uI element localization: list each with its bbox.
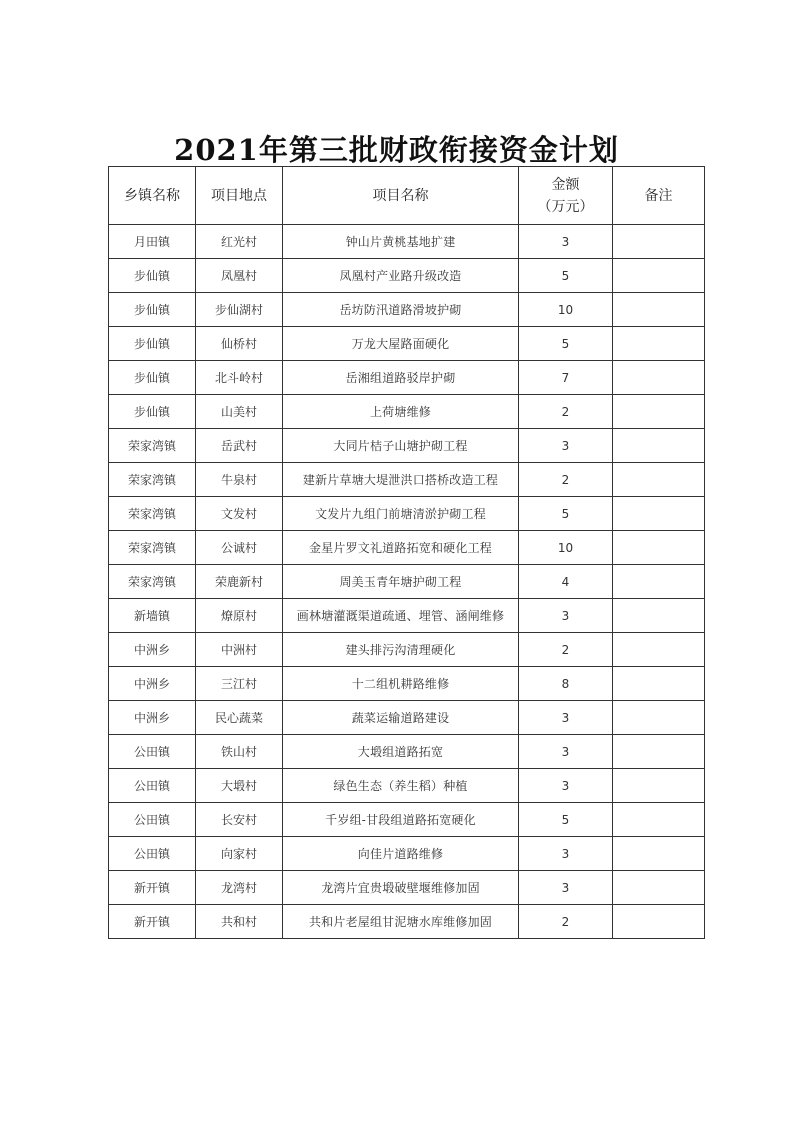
table-row <box>109 803 705 837</box>
cell-location: 长安村 <box>196 803 283 837</box>
table-row <box>109 735 705 769</box>
cell-remark <box>613 225 705 259</box>
cell-amount: 3 <box>519 871 613 905</box>
cell-amount: 5 <box>519 327 613 361</box>
cell-project: 画林塘灌溉渠道疏通、埋管、涵闸维修 <box>283 599 519 633</box>
cell-project: 千岁组-甘段组道路拓宽硬化 <box>283 803 519 837</box>
cell-town: 荣家湾镇 <box>109 565 196 599</box>
cell-project: 文发片九组门前塘清淤护砌工程 <box>283 497 519 531</box>
cell-amount: 2 <box>519 395 613 429</box>
table-row <box>109 497 705 531</box>
cell-remark <box>613 327 705 361</box>
cell-amount: 4 <box>519 565 613 599</box>
cell-town: 步仙镇 <box>109 259 196 293</box>
cell-remark <box>613 905 705 939</box>
cell-town: 中洲乡 <box>109 701 196 735</box>
table-body <box>109 225 705 939</box>
cell-remark <box>613 565 705 599</box>
cell-amount: 5 <box>519 259 613 293</box>
cell-project: 绿色生态（养生稻）种植 <box>283 769 519 803</box>
cell-town: 公田镇 <box>109 837 196 871</box>
cell-project: 建新片草塘大堤泄洪口搭桥改造工程 <box>283 463 519 497</box>
cell-town: 荣家湾镇 <box>109 429 196 463</box>
cell-project: 向佳片道路维修 <box>283 837 519 871</box>
table-row <box>109 871 705 905</box>
cell-amount: 5 <box>519 497 613 531</box>
cell-location: 铁山村 <box>196 735 283 769</box>
table-row <box>109 667 705 701</box>
cell-remark <box>613 395 705 429</box>
cell-location: 凤凰村 <box>196 259 283 293</box>
cell-amount: 2 <box>519 905 613 939</box>
cell-location: 牛泉村 <box>196 463 283 497</box>
cell-location: 红光村 <box>196 225 283 259</box>
cell-remark <box>613 837 705 871</box>
cell-project: 龙湾片宜贵塅破壁堰维修加固 <box>283 871 519 905</box>
table-row <box>109 531 705 565</box>
cell-remark <box>613 531 705 565</box>
cell-project: 十二组机耕路维修 <box>283 667 519 701</box>
cell-location: 仙桥村 <box>196 327 283 361</box>
table-row <box>109 633 705 667</box>
cell-remark <box>613 701 705 735</box>
cell-remark <box>613 769 705 803</box>
cell-town: 步仙镇 <box>109 361 196 395</box>
table-row <box>109 429 705 463</box>
header-project: 项目名称 <box>283 167 519 225</box>
cell-project: 万龙大屋路面硬化 <box>283 327 519 361</box>
cell-location: 龙湾村 <box>196 871 283 905</box>
cell-amount: 3 <box>519 429 613 463</box>
cell-amount: 3 <box>519 225 613 259</box>
cell-remark <box>613 803 705 837</box>
header-amount-unit: （万元） <box>537 198 594 215</box>
cell-remark <box>613 871 705 905</box>
table-row <box>109 327 705 361</box>
cell-project: 共和片老屋组甘泥塘水库维修加固 <box>283 905 519 939</box>
cell-town: 荣家湾镇 <box>109 463 196 497</box>
cell-project: 大塅组道路拓宽 <box>283 735 519 769</box>
funding-plan-table <box>108 166 705 939</box>
cell-town: 步仙镇 <box>109 293 196 327</box>
table-row <box>109 259 705 293</box>
cell-amount: 7 <box>519 361 613 395</box>
cell-location: 荣鹿新村 <box>196 565 283 599</box>
cell-location: 北斗岭村 <box>196 361 283 395</box>
cell-town: 公田镇 <box>109 735 196 769</box>
page-title: 2021年第三批财政衔接资金计划 <box>174 133 619 167</box>
header-amount <box>519 167 613 225</box>
cell-town: 新墙镇 <box>109 599 196 633</box>
table-row <box>109 701 705 735</box>
cell-amount: 10 <box>519 531 613 565</box>
table-row <box>109 837 705 871</box>
cell-project: 岳湘组道路驳岸护砌 <box>283 361 519 395</box>
cell-location: 文发村 <box>196 497 283 531</box>
cell-location: 岳武村 <box>196 429 283 463</box>
cell-amount: 3 <box>519 769 613 803</box>
table-row <box>109 225 705 259</box>
table-header-row <box>109 167 705 225</box>
cell-town: 中洲乡 <box>109 667 196 701</box>
cell-amount: 3 <box>519 599 613 633</box>
cell-project: 金星片罗文礼道路拓宽和硬化工程 <box>283 531 519 565</box>
cell-remark <box>613 429 705 463</box>
cell-town: 新开镇 <box>109 871 196 905</box>
cell-remark <box>613 667 705 701</box>
cell-location: 三江村 <box>196 667 283 701</box>
table-row <box>109 361 705 395</box>
cell-town: 月田镇 <box>109 225 196 259</box>
cell-amount: 2 <box>519 463 613 497</box>
header-remark: 备注 <box>613 167 705 225</box>
cell-remark <box>613 599 705 633</box>
cell-project: 凤凰村产业路升级改造 <box>283 259 519 293</box>
cell-remark <box>613 497 705 531</box>
cell-location: 步仙湖村 <box>196 293 283 327</box>
cell-amount: 8 <box>519 667 613 701</box>
cell-project: 蔬菜运输道路建设 <box>283 701 519 735</box>
cell-project: 建头排污沟清理硬化 <box>283 633 519 667</box>
cell-project: 岳坊防汛道路滑坡护砌 <box>283 293 519 327</box>
cell-amount: 3 <box>519 837 613 871</box>
cell-remark <box>613 735 705 769</box>
cell-remark <box>613 293 705 327</box>
cell-location: 大塅村 <box>196 769 283 803</box>
cell-project: 上荷塘维修 <box>283 395 519 429</box>
cell-town: 中洲乡 <box>109 633 196 667</box>
table-row <box>109 395 705 429</box>
table-row <box>109 565 705 599</box>
cell-town: 公田镇 <box>109 803 196 837</box>
cell-remark <box>613 361 705 395</box>
cell-project: 钟山片黄桃基地扩建 <box>283 225 519 259</box>
cell-location: 中洲村 <box>196 633 283 667</box>
table-row <box>109 599 705 633</box>
table-row <box>109 463 705 497</box>
cell-location: 山美村 <box>196 395 283 429</box>
cell-amount: 5 <box>519 803 613 837</box>
cell-town: 步仙镇 <box>109 327 196 361</box>
cell-town: 新开镇 <box>109 905 196 939</box>
cell-town: 荣家湾镇 <box>109 531 196 565</box>
table-row <box>109 293 705 327</box>
cell-remark <box>613 259 705 293</box>
cell-amount: 3 <box>519 735 613 769</box>
header-town: 乡镇名称 <box>109 167 196 225</box>
cell-location: 民心蔬菜 <box>196 701 283 735</box>
cell-town: 荣家湾镇 <box>109 497 196 531</box>
header-amount-label: 金额 <box>551 176 580 193</box>
cell-project: 周美玉青年塘护砌工程 <box>283 565 519 599</box>
table-row <box>109 769 705 803</box>
cell-amount: 10 <box>519 293 613 327</box>
cell-town: 公田镇 <box>109 769 196 803</box>
cell-remark <box>613 463 705 497</box>
cell-location: 燎原村 <box>196 599 283 633</box>
cell-location: 向家村 <box>196 837 283 871</box>
cell-location: 公诚村 <box>196 531 283 565</box>
header-location: 项目地点 <box>196 167 283 225</box>
cell-remark <box>613 633 705 667</box>
cell-amount: 3 <box>519 701 613 735</box>
cell-amount: 2 <box>519 633 613 667</box>
table-row <box>109 905 705 939</box>
cell-town: 步仙镇 <box>109 395 196 429</box>
cell-location: 共和村 <box>196 905 283 939</box>
cell-project: 大同片桔子山塘护砌工程 <box>283 429 519 463</box>
